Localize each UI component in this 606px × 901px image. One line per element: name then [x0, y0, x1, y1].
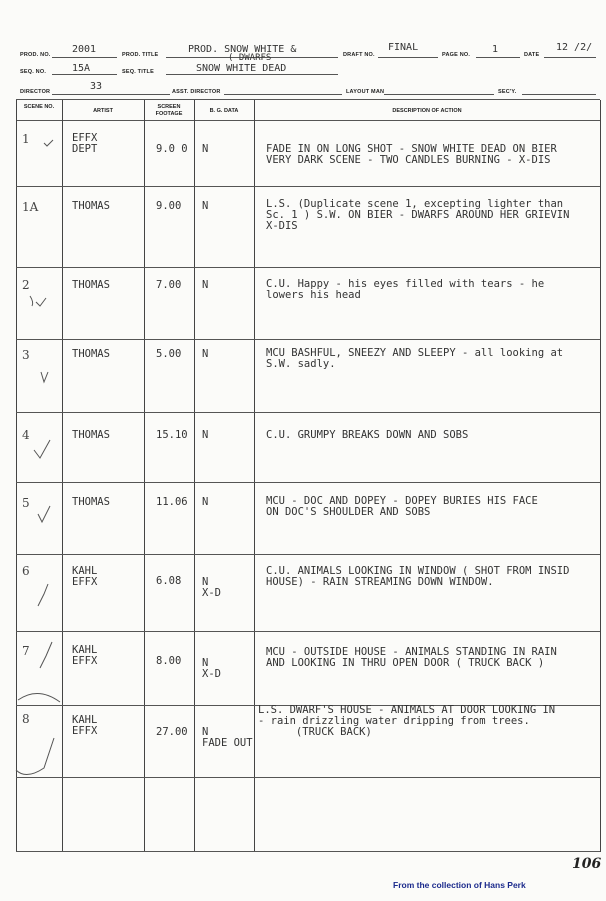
scene-number: 5 — [22, 496, 30, 510]
footage-cell: 7.00 — [156, 279, 182, 291]
description-cell: FADE IN ON LONG SHOT - SNOW WHITE DEAD ON BIER VERY DARK SCENE - TWO CANDLES BURNING - X-DIS — [266, 143, 557, 166]
footage-cell: 8.00 — [156, 655, 182, 667]
col-header-description: DESCRIPTION OF ACTION — [392, 108, 462, 114]
footage-cell: 9.0 0 — [156, 143, 188, 155]
scene-number: 6 — [22, 564, 30, 578]
collection-credit: From the collection of Hans Perk — [393, 880, 526, 890]
description-cell: L.S. (Duplicate scene 1, excepting lighter than Sc. 1 ) S.W. ON BIER - DWARFS AROUND HER GRIEVIN X-DIS — [266, 198, 570, 232]
check-mark-icon — [30, 296, 46, 306]
scene-number: 7 — [22, 644, 30, 658]
description-cell: C.U. GRUMPY BREAKS DOWN AND SOBS — [266, 429, 469, 441]
prod-title-extra: ( DWARFS — [228, 53, 272, 63]
footage-cell: 27.00 — [156, 726, 188, 738]
artist-cell: THOMAS — [72, 200, 110, 212]
scene-number: 3 — [22, 348, 30, 362]
pencil-arc — [16, 738, 54, 775]
page-no-label: PAGE NO. — [442, 52, 471, 58]
check-mark-icon — [38, 506, 50, 522]
prod-title-label: PROD. TITLE — [122, 52, 159, 58]
bg-data-cell: N — [202, 429, 209, 441]
description-cell: MCU - OUTSIDE HOUSE - ANIMALS STANDING IN RAIN AND LOOKING IN THRU OPEN DOOR ( TRUCK BACK ) — [266, 646, 557, 669]
prod-no-value: 2001 — [72, 44, 97, 55]
draft-no-value: FINAL — [388, 42, 419, 53]
scene-number: 8 — [22, 712, 30, 726]
scene-number: 2 — [22, 278, 30, 292]
scene-number: 1 — [22, 132, 30, 146]
seq-no-label: SEQ. NO. — [20, 69, 47, 75]
col-header-scene: SCENE NO. — [23, 104, 55, 110]
description-cell: MCU BASHFUL, SNEEZY AND SLEEPY - all looking at S.W. sadly. — [266, 347, 564, 370]
description-cell: C.U. Happy - his eyes filled with tears - he lowers his head — [266, 278, 545, 301]
check-mark-icon — [38, 584, 48, 606]
artist-cell: THOMAS — [72, 496, 110, 508]
page-no-value: 1 — [492, 44, 499, 55]
col-header-footage: SCREEN FOOTAGE — [155, 104, 183, 117]
bg-data-cell: N — [202, 279, 209, 291]
footage-cell: 5.00 — [156, 348, 182, 360]
date-label: DATE — [524, 52, 540, 58]
footage-cell: 15.10 — [156, 429, 188, 441]
bg-data-cell: N FADE OUT — [202, 726, 253, 749]
bg-data-cell: N X-D — [202, 657, 221, 680]
check-mark-icon — [44, 140, 53, 146]
footage-cell: 6.08 — [156, 575, 182, 587]
bg-data-cell: N — [202, 496, 209, 508]
seq-title-value: SNOW WHITE DEAD — [196, 63, 287, 74]
col-header-bg: B. G. DATA — [209, 108, 239, 114]
check-mark-icon — [40, 642, 52, 668]
col-header-artist: ARTIST — [93, 108, 113, 114]
director-label: DIRECTOR — [20, 89, 51, 95]
check-mark-icon — [34, 440, 50, 458]
asst-director-label: ASST. DIRECTOR — [172, 89, 221, 95]
check-mark-icon — [41, 372, 48, 382]
seq-title-label: SEQ. TITLE — [122, 69, 154, 75]
bg-data-cell: N — [202, 143, 209, 155]
draft-no-label: DRAFT NO. — [343, 52, 375, 58]
footage-cell: 9.00 — [156, 200, 182, 212]
artist-cell: KAHL EFFX — [72, 714, 98, 737]
page-number: 106 — [572, 856, 602, 872]
description-cell: MCU - DOC AND DOPEY - DOPEY BURIES HIS FACE ON DOC'S SHOULDER AND SOBS — [266, 495, 538, 518]
bg-data-cell: N — [202, 348, 209, 360]
artist-cell: THOMAS — [72, 429, 110, 441]
scene-number: 4 — [22, 428, 30, 442]
artist-cell: THOMAS — [72, 279, 110, 291]
director-value: 33 — [90, 81, 103, 92]
date-value: 12 /2/ — [556, 42, 593, 53]
secy-label: SEC'Y. — [498, 89, 517, 95]
layout-man-label: LAYOUT MAN — [346, 89, 385, 95]
artist-cell: THOMAS — [72, 348, 110, 360]
pencil-arc — [18, 693, 60, 702]
bg-data-cell: N — [202, 200, 209, 212]
seq-no-value: 15A — [72, 63, 91, 74]
footage-cell: 11.06 — [156, 496, 188, 508]
prod-title-value: PROD. SNOW WHITE & — [188, 44, 297, 55]
artist-cell: KAHL EFFX — [72, 644, 98, 667]
prod-no-label: PROD. NO. — [20, 52, 51, 58]
artist-cell: EFFX DEPT — [72, 132, 98, 155]
artist-cell: KAHL EFFX — [72, 565, 98, 588]
scene-number: 1A — [22, 200, 39, 214]
description-cell: L.S. DWARF'S HOUSE - ANIMALS AT DOOR LOOKING IN - rain drizzling water dripping from trees. (TRUCK BACK) — [258, 704, 556, 738]
bg-data-cell: N X-D — [202, 576, 221, 599]
description-cell: C.U. ANIMALS LOOKING IN WINDOW ( SHOT FROM INSID HOUSE) - RAIN STREAMING DOWN WINDOW. — [266, 565, 570, 588]
